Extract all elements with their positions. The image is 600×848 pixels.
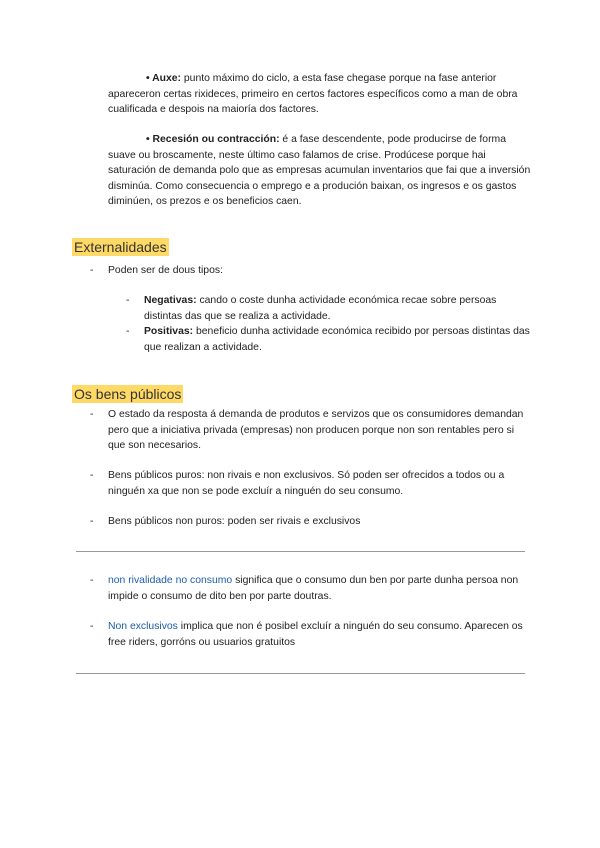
recesion-paragraph — [108, 132, 533, 210]
dash-bullet: - — [126, 326, 130, 337]
rivalidade-text: significa que o consumo dun ben por parte dunha persoa non impide o consumo de dito ben por parte doutras. — [108, 575, 519, 602]
definition-exclusivos — [108, 619, 528, 650]
bens-publicos-heading: Os bens públicos — [74, 386, 182, 402]
bens-item-1: O estado da resposta á demanda de produtos e servizos que os consumidores demandan pero que a iniciativa privada (empresas) non producen porque non son rentables pero si que son necesarios. — [108, 409, 524, 451]
recesion-text: é a fase descendente, pode producirse de forma suave ou broscamente, neste último caso falamos de crise. Prodúcese porque hai saturación de demanda polo que as empresas acumulan inventarios que fai que a inversión disminúa. Como consecuencia o emprego e a produción baixan, os ingresos e os gastos diminúen, os prezos e os beneficios caen. — [108, 134, 531, 207]
definition-rivalidade — [108, 573, 528, 604]
externalidades-heading: Externalidades — [74, 239, 167, 255]
dash-bullet: - — [90, 265, 94, 276]
auxe-label: • Auxe: — [146, 73, 182, 84]
rivalidade-term: non rivalidade no consumo — [108, 575, 233, 586]
auxe-paragraph — [108, 71, 533, 118]
negativas-label: Negativas: — [144, 295, 197, 306]
recesion-label: • Recesión ou contracción: — [146, 134, 280, 145]
dash-bullet: - — [90, 575, 94, 586]
dash-bullet: - — [90, 470, 94, 481]
horizontal-divider — [76, 673, 525, 674]
auxe-text: punto máximo do ciclo, a esta fase chegase porque na fase anterior apareceron certas rixideces, primeiro en certos factores específicos como a man de obra cualificada e despois na maioría dos factores. — [108, 73, 518, 115]
exclusivos-term: Non exclusivos — [108, 621, 178, 632]
dash-bullet: - — [90, 621, 94, 632]
horizontal-divider — [76, 551, 525, 552]
positivas-text: beneficio dunha actividade económica recibido por persoas distintas das que realizan a actividade. — [144, 326, 530, 353]
positivas-label: Positivas: — [144, 326, 194, 337]
bens-item-3: Bens públicos non puros: poden ser rivais e exclusivos — [108, 516, 361, 527]
positivas-item — [144, 324, 536, 355]
negativas-text: cando o coste dunha actividade económica recae sobre persoas distintas das que se realiza a actividade. — [144, 295, 497, 322]
externalidades-intro: Poden ser de dous tipos: — [108, 265, 223, 276]
bens-item-2: Bens públicos puros: non rivais e non exclusivos. Só poden ser ofrecidos a todos ou a ninguén xa que non se pode excluír a ninguén do seu consumo. — [108, 470, 505, 497]
dash-bullet: - — [90, 409, 94, 420]
dash-bullet: - — [90, 516, 94, 527]
exclusivos-text: implica que non é posibel excluír a ninguén do seu consumo. Aparecen os free riders, gorróns ou usuarios gratuitos — [108, 621, 523, 648]
negativas-item — [144, 293, 536, 324]
dash-bullet: - — [126, 295, 130, 306]
